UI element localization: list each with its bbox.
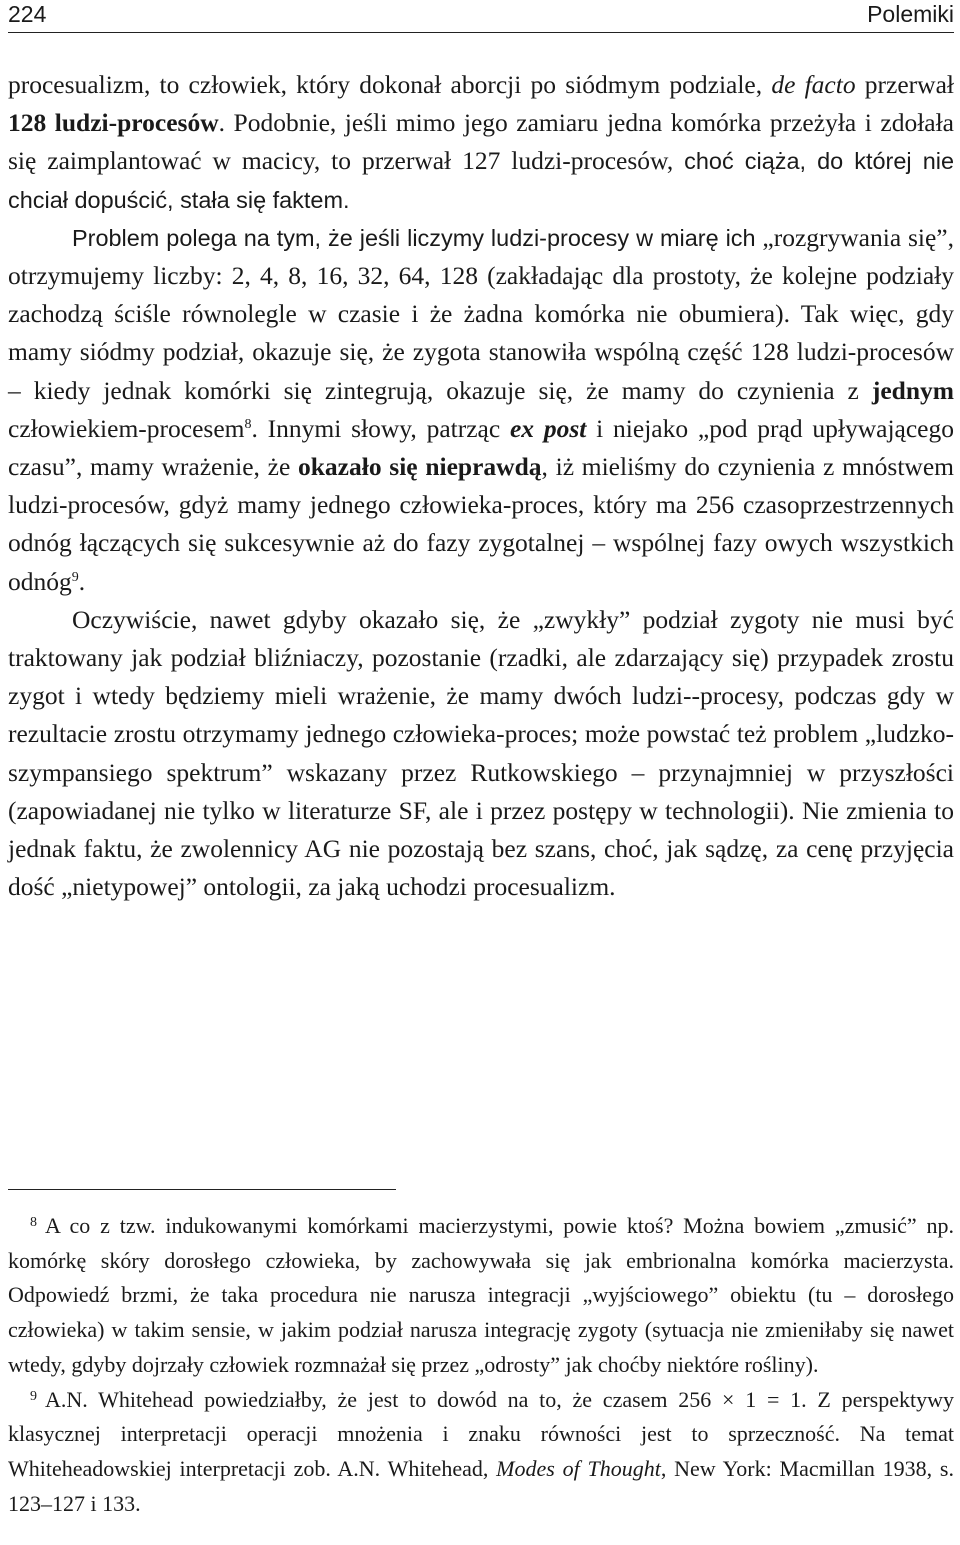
- main-text: [8, 66, 954, 906]
- book-title: Modes of Thought: [496, 1455, 661, 1481]
- section-title: Polemiki: [867, 1, 954, 27]
- footnote-9: [8, 1383, 954, 1522]
- footnote-ref-9[interactable]: 9: [71, 569, 79, 585]
- footnote-text: A co z tzw. indukowanymi komórkami macierzystymi, powie ktoś? Można bowiem „zmusić” np. komórkę skóry dorosłego człowieka, by zachowywała się jak embrionalna komórka macierzysta. Odpowiedź brzmi, że taka procedura nie narusza integracji „wyjściowego” obiektu (tu – dorosłego człowieka) w takim sensie, w jakim podział narusza integrację zygoty (sytuacja nie zmieniłaby się nawet wtedy, gdyby dojrzały człowiek rozmnażał się przez „odrosty” jak choćby niektóre rośliny).: [8, 1213, 954, 1377]
- text-span: i niejako „pod prąd upływającego czasu”, mamy wrażenie, że: [8, 413, 954, 482]
- bold-phrase: okazało się nieprawdą: [297, 452, 542, 482]
- footnote-separator: [8, 1189, 396, 1190]
- italic-term: de facto: [771, 70, 856, 99]
- bold-italic-term: ex post: [509, 413, 587, 443]
- text-span: procesualizm, to człowiek, który dokonał aborcji po siódmym podziale,: [8, 70, 772, 99]
- header-rule: [8, 32, 954, 33]
- paragraph-3: Oczywiście, nawet gdyby okazało się, że „zwykły” podział zygoty nie musi być traktowany jak podział bliźniaczy, pozostanie (rzadki, ale zdarzający się) przypadek zrostu zygot i wtedy będziemy mieli wrażenie, że mamy dwóch ludzi--procesy, podczas gdy w rezultacie zrostu otrzymamy jednego człowieka-proces; może powstać też problem „ludzko-szympansiego spektrum” wskazany przez Rutkowskiego – przynajmniej w przyszłości (zapowiadanej nie tylko w literaturze SF, ale i przez postępy w technologii). Nie zmienia to jednak faktu, że zwolennicy AG nie pozostają bez szans, choć, jak sądzę, za cenę przyjęcia dość „nietypowej” ontologii, za jaką uchodzi procesualizm.: [8, 604, 954, 902]
- text-span: choć ciąża, do której nie chciał dopuścić, stała się faktem.: [8, 148, 955, 213]
- text-span: przerwał: [855, 70, 954, 99]
- text-span: Problem polega na tym, że jeśli liczymy ludzi-procesy w miarę ich: [72, 224, 756, 251]
- footnote-marker: 9: [30, 1388, 37, 1404]
- bold-phrase: 128 ludzi-procesów: [8, 108, 219, 138]
- text-span: .: [78, 566, 86, 596]
- running-header: [8, 0, 954, 30]
- text-span: „rozgrywania się”, otrzymujemy liczby: 2, 4, 8, 16, 32, 64, 128 (zakładając dla prostoty, że kolejne podziały zachodzą ściśle równolegle w czasie i że żadna komórka nie obumiera). Tak więc, gdy mamy siódmy podział, okazuje się, że zygota stanowiła wspólną część 128 ludzi-procesów – kiedy jednak komórki się zintegrują, okazuje się, że mamy do czynienia z: [8, 222, 954, 405]
- footnote-text: A.N. Whitehead powiedziałby, że jest to dowód na to, że czasem 256 × 1 = 1. Z perspektywy klasycznej interpretacji operacji mnożenia i znaku równości jest to sprzeczność. Na temat Whiteheadowskiej interpretacji zob. A.N. Whitehead,: [8, 1386, 954, 1481]
- bold-word: jednym: [871, 375, 954, 405]
- footnote-text: , New York: Macmillan 1938, s. 123–127 i 133.: [8, 1455, 954, 1516]
- text-span: . Podobnie, jeśli mimo jego zamiaru jedna komórka przeżyła i zdołała się zaimplantować w macicy, to przerwał 127 ludzi-procesów,: [8, 108, 954, 176]
- paragraph-2: [8, 219, 954, 601]
- paragraph-1: [8, 66, 954, 219]
- text-span: człowiekiem-procesem: [8, 413, 245, 443]
- text-span: , iż mieliśmy do czynienia z mnóstwem ludzi-procesów, gdyż mamy jednego człowieka-proces, który ma 256 czasoprzestrzennych odnóg łączących się sukcesywnie aż do fazy zygotalnej – wspólnej fazy owych wszystkich odnóg: [8, 452, 954, 596]
- text-span: . Innymi słowy, patrząc: [251, 413, 510, 443]
- page-number: 224: [8, 1, 47, 27]
- footnotes: [8, 1209, 954, 1521]
- footnote-ref-8[interactable]: 8: [244, 416, 252, 432]
- footnote-marker: 8: [30, 1215, 37, 1230]
- footnote-8: [8, 1209, 954, 1383]
